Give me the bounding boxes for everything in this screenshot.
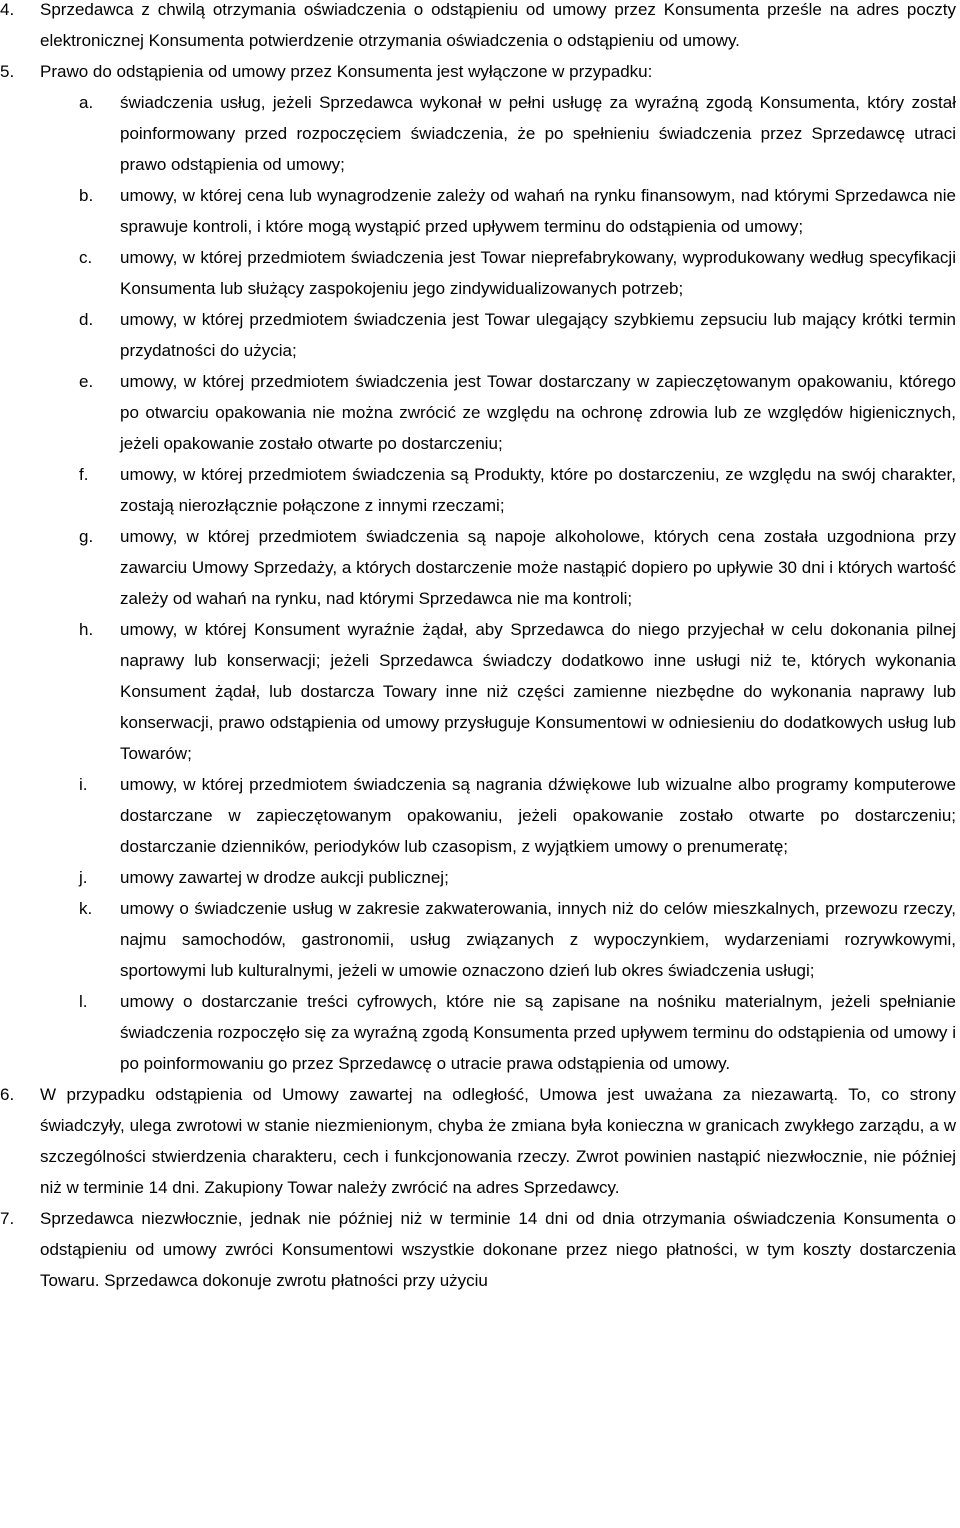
list-item-text: umowy, w której przedmiotem świadczenia są Produkty, które po dostarczeniu, ze względu na swój charakter, zostają nierozłącznie połączone z innymi rzeczami; xyxy=(120,465,956,515)
section-number: 4. xyxy=(0,0,15,19)
section-7 xyxy=(0,1203,956,1296)
list-item-letter: k. xyxy=(79,899,93,918)
section-6 xyxy=(0,1079,956,1203)
list-item-text: umowy o dostarczanie treści cyfrowych, które nie są zapisane na nośniku materialnym, jeżeli spełnianie świadczenia rozpoczęło się za wyraźną zgodą Konsumenta przed upływem terminu do odstąpienia od umowy i po poinformowaniu go przez Sprzedawcę o utracie prawa odstąpienia od umowy. xyxy=(120,992,956,1073)
list-item xyxy=(79,366,956,459)
list-item xyxy=(79,304,956,366)
list-item-text: umowy, w której przedmiotem świadczenia jest Towar ulegający szybkiemu zepsuciu lub mający krótki termin przydatności do użycia; xyxy=(120,310,956,360)
list-item-letter: e. xyxy=(79,372,94,391)
list-item-letter: h. xyxy=(79,620,94,639)
list-item-text: świadczenia usług, jeżeli Sprzedawca wykonał w pełni usługę za wyraźną zgodą Konsumenta, który został poinformowany przed rozpoczęciem świadczenia, że po spełnieniu świadczenia przez Sprzedawcę utraci prawo odstąpienia od umowy; xyxy=(120,93,956,174)
list-item-letter: b. xyxy=(79,186,94,205)
section-number: 5. xyxy=(0,62,15,81)
section-number: 7. xyxy=(0,1209,15,1228)
list-item xyxy=(79,893,956,986)
list-item xyxy=(79,180,956,242)
list-item-letter: j. xyxy=(79,868,88,887)
section-text: Prawo do odstąpienia od umowy przez Konsumenta jest wyłączone w przypadku: xyxy=(40,62,653,81)
exclusions-list xyxy=(0,87,956,1079)
list-item xyxy=(79,862,956,893)
list-item-text: umowy, w której przedmiotem świadczenia są nagrania dźwiękowe lub wizualne albo programy komputerowe dostarczane w zapieczętowanym opakowaniu, jeżeli opakowanie zostało otwarte po dostarczeniu; dostarczanie dzienników, periodyków lub czasopism, z wyjątkiem umowy o prenumeratę; xyxy=(120,775,956,856)
section-4 xyxy=(0,0,956,56)
list-item-letter: a. xyxy=(79,93,94,112)
list-item-letter: f. xyxy=(79,465,89,484)
section-text: W przypadku odstąpienia od Umowy zawartej na odległość, Umowa jest uważana za niezawartą. To, co strony świadczyły, ulega zwrotowi w stanie niezmienionym, chyba że zmiana była konieczna w granicach zwykłego zarządu, a w szczególności stwierdzenia charakteru, cech i funkcjonowania rzeczy. Zwrot powinien nastąpić niezwłocznie, nie później niż w terminie 14 dni. Zakupiony Towar należy zwrócić na adres Sprzedawcy. xyxy=(40,1085,956,1197)
list-item xyxy=(79,769,956,862)
list-item-text: umowy zawartej w drodze aukcji publicznej; xyxy=(120,868,449,887)
list-item xyxy=(79,459,956,521)
section-5 xyxy=(0,56,956,87)
list-item xyxy=(79,87,956,180)
list-item xyxy=(79,986,956,1079)
section-number: 6. xyxy=(0,1085,15,1104)
section-text: Sprzedawca z chwilą otrzymania oświadczenia o odstąpieniu od umowy przez Konsumenta prześle na adres poczty elektronicznej Konsumenta potwierdzenie otrzymania oświadczenia o odstąpieniu od umowy. xyxy=(40,0,956,50)
list-item-letter: l. xyxy=(79,992,88,1011)
list-item xyxy=(79,521,956,614)
list-item-text: umowy, w której Konsument wyraźnie żądał, aby Sprzedawca do niego przyjechał w celu dokonania pilnej naprawy lub konserwacji; jeżeli Sprzedawca świadczy dodatkowo inne usługi niż te, których wykonania Konsument żądał, lub dostarcza Towary inne niż części zamienne niezbędne do wykonania naprawy lub konserwacji, prawo odstąpienia od umowy przysługuje Konsumentowi w odniesieniu do dodatkowych usług lub Towarów; xyxy=(120,620,956,763)
list-item-text: umowy, w której cena lub wynagrodzenie zależy od wahań na rynku finansowym, nad którymi Sprzedawca nie sprawuje kontroli, i które mogą wystąpić przed upływem terminu do odstąpienia od umowy; xyxy=(120,186,956,236)
list-item-letter: c. xyxy=(79,248,93,267)
list-item-text: umowy, w której przedmiotem świadczenia jest Towar nieprefabrykowany, wyprodukowany według specyfikacji Konsumenta lub służący zaspokojeniu jego zindywidualizowanych potrzeb; xyxy=(120,248,956,298)
list-item xyxy=(79,242,956,304)
list-item xyxy=(79,614,956,769)
list-item-text: umowy, w której przedmiotem świadczenia jest Towar dostarczany w zapieczętowanym opakowaniu, którego po otwarciu opakowania nie można zwrócić ze względu na ochronę zdrowia lub ze względów higienicznych, jeżeli opakowanie zostało otwarte po dostarczeniu; xyxy=(120,372,956,453)
list-item-text: umowy o świadczenie usług w zakresie zakwaterowania, innych niż do celów mieszkalnych, przewozu rzeczy, najmu samochodów, gastronomii, usług związanych z wypoczynkiem, wydarzeniami rozrywkowymi, sportowymi lub kulturalnymi, jeżeli w umowie oznaczono dzień lub okres świadczenia usługi; xyxy=(120,899,956,980)
list-item-letter: d. xyxy=(79,310,94,329)
section-text: Sprzedawca niezwłocznie, jednak nie później niż w terminie 14 dni od dnia otrzymania oświadczenia Konsumenta o odstąpieniu od umowy zwróci Konsumentowi wszystkie dokonane przez niego płatności, w tym koszty dostarczenia Towaru. Sprzedawca dokonuje zwrotu płatności przy użyciu xyxy=(40,1209,956,1290)
list-item-text: umowy, w której przedmiotem świadczenia są napoje alkoholowe, których cena została uzgodniona przy zawarciu Umowy Sprzedaży, a których dostarczenie może nastąpić dopiero po upływie 30 dni i których wartość zależy od wahań na rynku, nad którymi Sprzedawca nie ma kontroli; xyxy=(120,527,956,608)
list-item-letter: i. xyxy=(79,775,88,794)
list-item-letter: g. xyxy=(79,527,94,546)
